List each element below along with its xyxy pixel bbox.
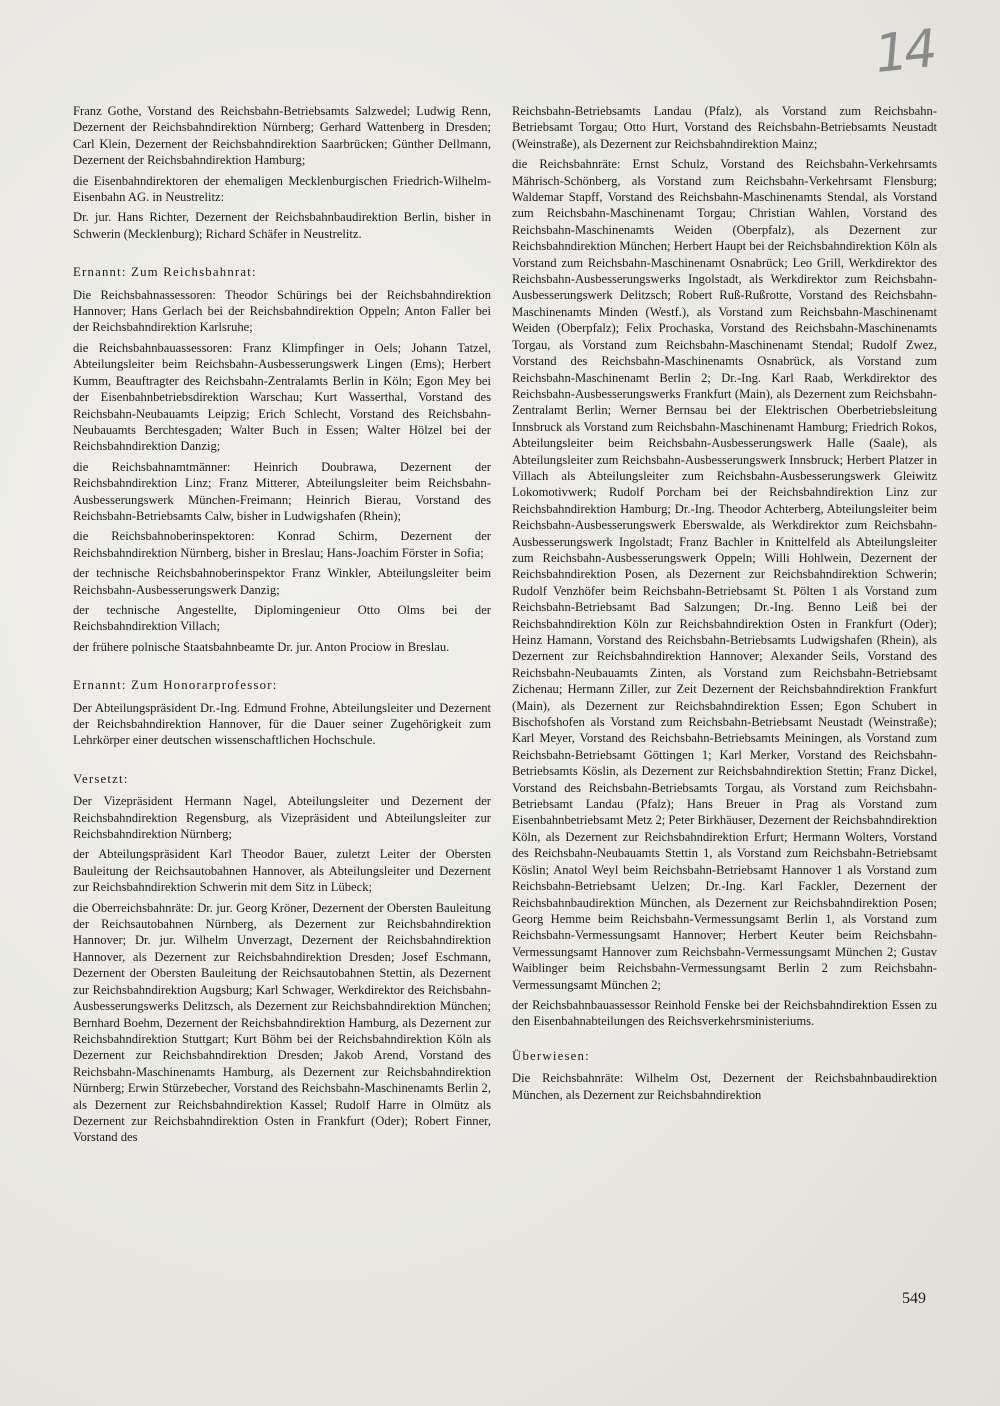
paragraph: die Oberreichsbahnräte: Dr. jur. Georg Kröner, Dezernent der Obersten Bauleitung der Reichsautobahnen Nürnberg, als Dezernent zur Reichsbahndirektion Hannover; Dr. jur. Wilhelm Unverzagt, Dezernent der Reichsbahndirektion Hannover, als Dezernent zur Reichsbahndirektion Dresden; Josef Eschmann, Dezernent der Obersten Bauleitung der Reichsautobahnen Stettin, als Dezernent zur Reichsbahndirektion Augsburg; Karl Schwager, Werkdirektor des Reichsbahn-Ausbesserungswerks Delitzsch, als Dezernent zur Reichsbahndirektion München; Bernhard Boehm, Dezernent der Reichsbahndirektion Hamburg, als Dezernent zur Reichsbahndirektion Stuttgart; Kurt Böhm bei der Reichsbahndirektion Köln als Dezernent zur Reichsbahndirektion Dresden; Jakob Arend, Vorstand des Reichsbahn-Maschinenamts Hamburg, als Dezernent zur Reichsbahndirektion Nürnberg; Erwin Stürzebecher, Vorstand des Reichsbahn-Maschinenamts Berlin 2, als Dezernent zur Reichsbahndirektion Kassel; Rudolf Harre in Olmütz als Dezernent zur Reichsbahndirektion Osten in Frankfurt (Oder); Robert Finner, Vorstand des bbox=[73, 900, 491, 1145]
paragraph: Der Vizepräsident Hermann Nagel, Abteilungsleiter und Dezernent der Reichsbahndirektion Regensburg, als Vizepräsident und Abteilungsleiter zur Reichsbahndirektion Nürnberg; bbox=[73, 794, 491, 842]
paragraph: die Eisenbahndirektoren der ehemaligen Mecklenburgischen Friedrich-Wilhelm-Eisenbahn AG. in Neustrelitz: bbox=[73, 173, 491, 205]
left-column bbox=[73, 103, 491, 1150]
page-number: 549 bbox=[902, 1290, 926, 1307]
paragraph: der frühere polnische Staatsbahnbeamte Dr. jur. Anton Prociow in Breslau. bbox=[73, 639, 450, 654]
section-heading-ueberwiesen: Überwiesen: bbox=[512, 1048, 590, 1063]
paragraph: der technische Angestellte, Diplomingenieur Otto Olms bei der Reichsbahndirektion Villach; bbox=[73, 602, 491, 634]
paragraph: Dr. jur. Hans Richter, Dezernent der Reichsbahnbaudirektion Berlin, bisher in Schwerin (Mecklenburg); Richard Schäfer in Neustrelitz. bbox=[73, 210, 491, 241]
paragraph: die Reichsbahnräte: Ernst Schulz, Vorstand des Reichsbahn-Verkehrsamts Mährisch-Schönberg, als Vorstand zum Reichsbahn-Verkehrsamt Flensburg; Waldemar Stapff, Vorstand des Reichsbahn-Maschinenamts Stendal, als Vorstand zum Reichsbahn-Maschinenamt Torgau; Christian Wahlen, Vorstand des Reichsbahn-Maschinenamts Weiden (Oberpfalz), als Dezernent zur Reichsbahndirektion München; Herbert Haupt bei der Reichsbahndirektion Köln als Vorstand zum Reichsbahn-Maschinenamt Osnabrück; Leo Grill, Werkdirektor des Reichsbahn-Ausbesserungswerks Ingolstadt, als Werkdirektor zum Reichsbahn-Ausbesserungswerk Delitzsch; Robert Ruß-Rußrotte, Vorstand des Reichsbahn-Maschinenamts Minden (Westf.), als Vorstand zum Reichsbahn-Maschinenamt Weiden (Oberpfalz); Felix Prochaska, Vorstand des Reichsbahn-Maschinenamts Torgau, als Vorstand zum Reichsbahn-Maschinenamt Stendal; Rudolf Zwez, Vorstand des Reichsbahn-Maschinenamts Osnabrück, als Vorstand zum Reichsbahn-Maschinenamt Berlin 2; Dr.-Ing. Karl Raab, Werkdirektor des Reichsbahn-Ausbesserungswerks Frankfurt (Main), als Dezernent zum Reichsbahn-Zentralamt Berlin; Werner Bernsau bei der Elektrischen Oberbetriebsleitung Innsbruck als Vorstand zum Reichsbahn-Maschinenamt Hamburg; Friedrich Rokos, Abteilungsleiter beim Reichsbahn-Ausbesserungswerk Halle (Saale), als Abteilungsleiter zum Reichsbahn-Ausbesserungswerk Innsbruck; Herbert Platzer in Villach als Abteilungsleiter zum Reichsbahn-Ausbesserungswerk Gleiwitz Lokomotivwerk; Rudolf Porcham bei der Reichsbahndirektion Linz zur Reichsbahndirektion Hamburg; Dr.-Ing. Theodor Achterberg, Abteilungsleiter beim Reichsbahn-Ausbesserungswerk Eberswalde, als Werkdirektor zum Reichsbahn-Ausbesserungswerk Ingolstadt; Franz Bachler in Knittelfeld als Abteilungsleiter zum Reichsbahn-Ausbesserungswerk Oppeln; Willi Hohlwein, Dezernent der Reichsbahndirektion Posen, als Dezernent zur Reichsbahndirektion Schwerin; Rudolf Venzhöfer beim Reichsbahn-Betriebsamt St. Pölten 1 als Vorstand zum Reichsbahn-Betriebsamt Bad Salzungen; Dr.-Ing. Benno Leiß bei der Reichsbahndirektion Köln zur Reichsbahndirektion Osten in Frankfurt (Oder); Heinz Hamann, Vorstand des Reichsbahn-Betriebsamts Ludwigshafen (Rhein), als Dezernent zur Reichsbahndirektion Hannover; Alexander Seils, Vorstand des Reichsbahn-Neubauamts Zinten, als Vorstand zum Reichsbahn-Betriebsamt Zichenau; Hermann Ziller, zur Zeit Dezernent der Reichsbahndirektion Frankfurt (Main), als Dezernent zur Reichsbahndirektion Essen; Egon Schubert in Bischofshofen als Vorstand zum Reichsbahn-Betriebsamt Neustadt (Weinstraße); Karl Meyer, Vorstand des Reichsbahn-Betriebsamts Meiningen, als Vorstand zum Reichsbahn-Betriebsamt Göttingen 1; Karl Merker, Vorstand des Reichsbahn-Betriebsamts Köslin, als Dezernent zur Reichsbahndirektion Stettin; Franz Dickel, Vorstand des Reichsbahn-Betriebsamts Torgau, als Vorstand zum Reichsbahn-Betriebsamt Landau (Pfalz); Hans Breuer in Prag als Vorstand zum Eisenbahnbetriebsamt Metz 2; Peter Birkhäuser, Dezernent der Reichsbahndirektion Köln, als Dezernent zur Reichsbahndirektion Erfurt; Hermann Wolters, Vorstand des Reichsbahn-Neubauamts Stettin 1, als Vorstand zum Reichsbahn-Betriebsamt Köslin; Anatol Weyl beim Reichsbahn-Betriebsamt Hannover 1 als Vorstand zum Reichsbahn-Betriebsamt Uelzen; Dr.-Ing. Karl Fackler, Dezernent der Reichsbahnbaudirektion München, als Dezernent zur Reichsbahndirektion Posen; Georg Hemme beim Reichsbahn-Vermessungsamt Berlin 1, als Vorstand zum Reichsbahn-Vermessungsamt Hannover; Herbert Keuter beim Reichsbahn-Vermessungsamt Hannover zum Reichsbahn-Vermessungsamt München 2; Gustav Waiblinger beim Reichsbahn-Vermessungsamt Berlin 2 zum Reichsbahn-Vermessungsamt München 2; bbox=[512, 157, 937, 992]
paragraph: der technische Reichsbahnoberinspektor Franz Winkler, Abteilungsleiter beim Reichsbahn-Ausbesserungswerk Danzig; bbox=[73, 566, 491, 597]
paragraph: Franz Gothe, Vorstand des Reichsbahn-Betriebsamts Salzwedel; Ludwig Renn, Dezernent der Reichsbahndirektion Nürnberg; Gerhard Wattenberg in Dresden; Carl Klein, Dezernent der Reichsbahndirektion Saarbrücken; Günther Dellmann, Dezernent der Reichsbahndirektion Hamburg; bbox=[73, 104, 491, 168]
right-column bbox=[512, 103, 937, 1107]
paragraph: die Reichsbahnamtmänner: Heinrich Doubrawa, Dezernent der Reichsbahndirektion Linz; Franz Mitterer, Abteilungsleiter beim Reichsbahn-Ausbesserungswerk München-Freimann; Heinrich Bierau, Vorstand des Reichsbahn-Betriebsamts Calw, bisher in Ludwigshafen (Rhein); bbox=[73, 459, 491, 523]
paragraph: Die Reichsbahnräte: Wilhelm Ost, Dezernent der Reichsbahnbaudirektion München, als Dezernent zur Reichsbahndirektion bbox=[512, 1071, 937, 1102]
paragraph: die Reichsbahnoberinspektoren: Konrad Schirm, Dezernent der Reichsbahndirektion Nürnberg, bisher in Breslau; Hans-Joachim Förster in Sofia; bbox=[73, 529, 491, 560]
paragraph: der Abteilungspräsident Karl Theodor Bauer, zuletzt Leiter der Obersten Bauleitung der Reichsautobahnen Hannover, als Abteilungsleiter und Dezernent zur Reichsbahndirektion Schwerin mit dem Sitz in Lübeck; bbox=[73, 847, 491, 895]
section-heading-honorarprofessor: Ernannt: Zum Honorarprofessor: bbox=[73, 678, 278, 693]
paragraph: Der Abteilungspräsident Dr.-Ing. Edmund Frohne, Abteilungsleiter und Dezernent der Reichsbahndirektion Hannover, für die Dauer seiner Zugehörigkeit zum Lehrkörper einer deutschen wissenschaftlichen Hochschule. bbox=[73, 700, 491, 748]
paragraph: die Reichsbahnbauassessoren: Franz Klimpfinger in Oels; Johann Tatzel, Abteilungsleiter beim Reichsbahn-Ausbesserungswerk Lingen (Ems); Herbert Kumm, Beauftragter des Reichsbahn-Zentralamts Berlin in Köln; Egon Mey bei der Eisenbahnbetriebsdirektion Warschau; Kurt Wasserthal, Vorstand des Reichsbahn-Neubauamts Leipzig; Erich Schlecht, Vorstand des Reichsbahn-Neubauamts Berchtesgaden; Walter Buch in Essen; Walter Hölzel bei der Reichsbahndirektion Danzig; bbox=[73, 340, 491, 454]
paragraph: der Reichsbahnbauassessor Reinhold Fenske bei der Reichsbahndirektion Essen zu den Eisenbahnabteilungen des Reichsverkehrsministeriums. bbox=[512, 997, 937, 1029]
section-heading-versetzt: Versetzt: bbox=[73, 771, 129, 786]
section-heading-reichsbahnrat: Ernannt: Zum Reichsbahnrat: bbox=[73, 265, 257, 280]
handwritten-page-marker: 14 bbox=[872, 19, 937, 85]
paragraph: Die Reichsbahnassessoren: Theodor Schürings bei der Reichsbahndirektion Hannover; Hans Gerlach bei der Reichsbahndirektion Oppeln; Anton Faller bei der Reichsbahndirektion Karlsruhe; bbox=[73, 287, 491, 335]
paragraph: Reichsbahn-Betriebsamts Landau (Pfalz), als Vorstand zum Reichsbahn-Betriebsamt Torgau; Otto Hurt, Vorstand des Reichsbahn-Betriebsamts Neustadt (Weinstraße), als Dezernent zur Reichsbahndirektion Mainz; bbox=[512, 104, 937, 151]
